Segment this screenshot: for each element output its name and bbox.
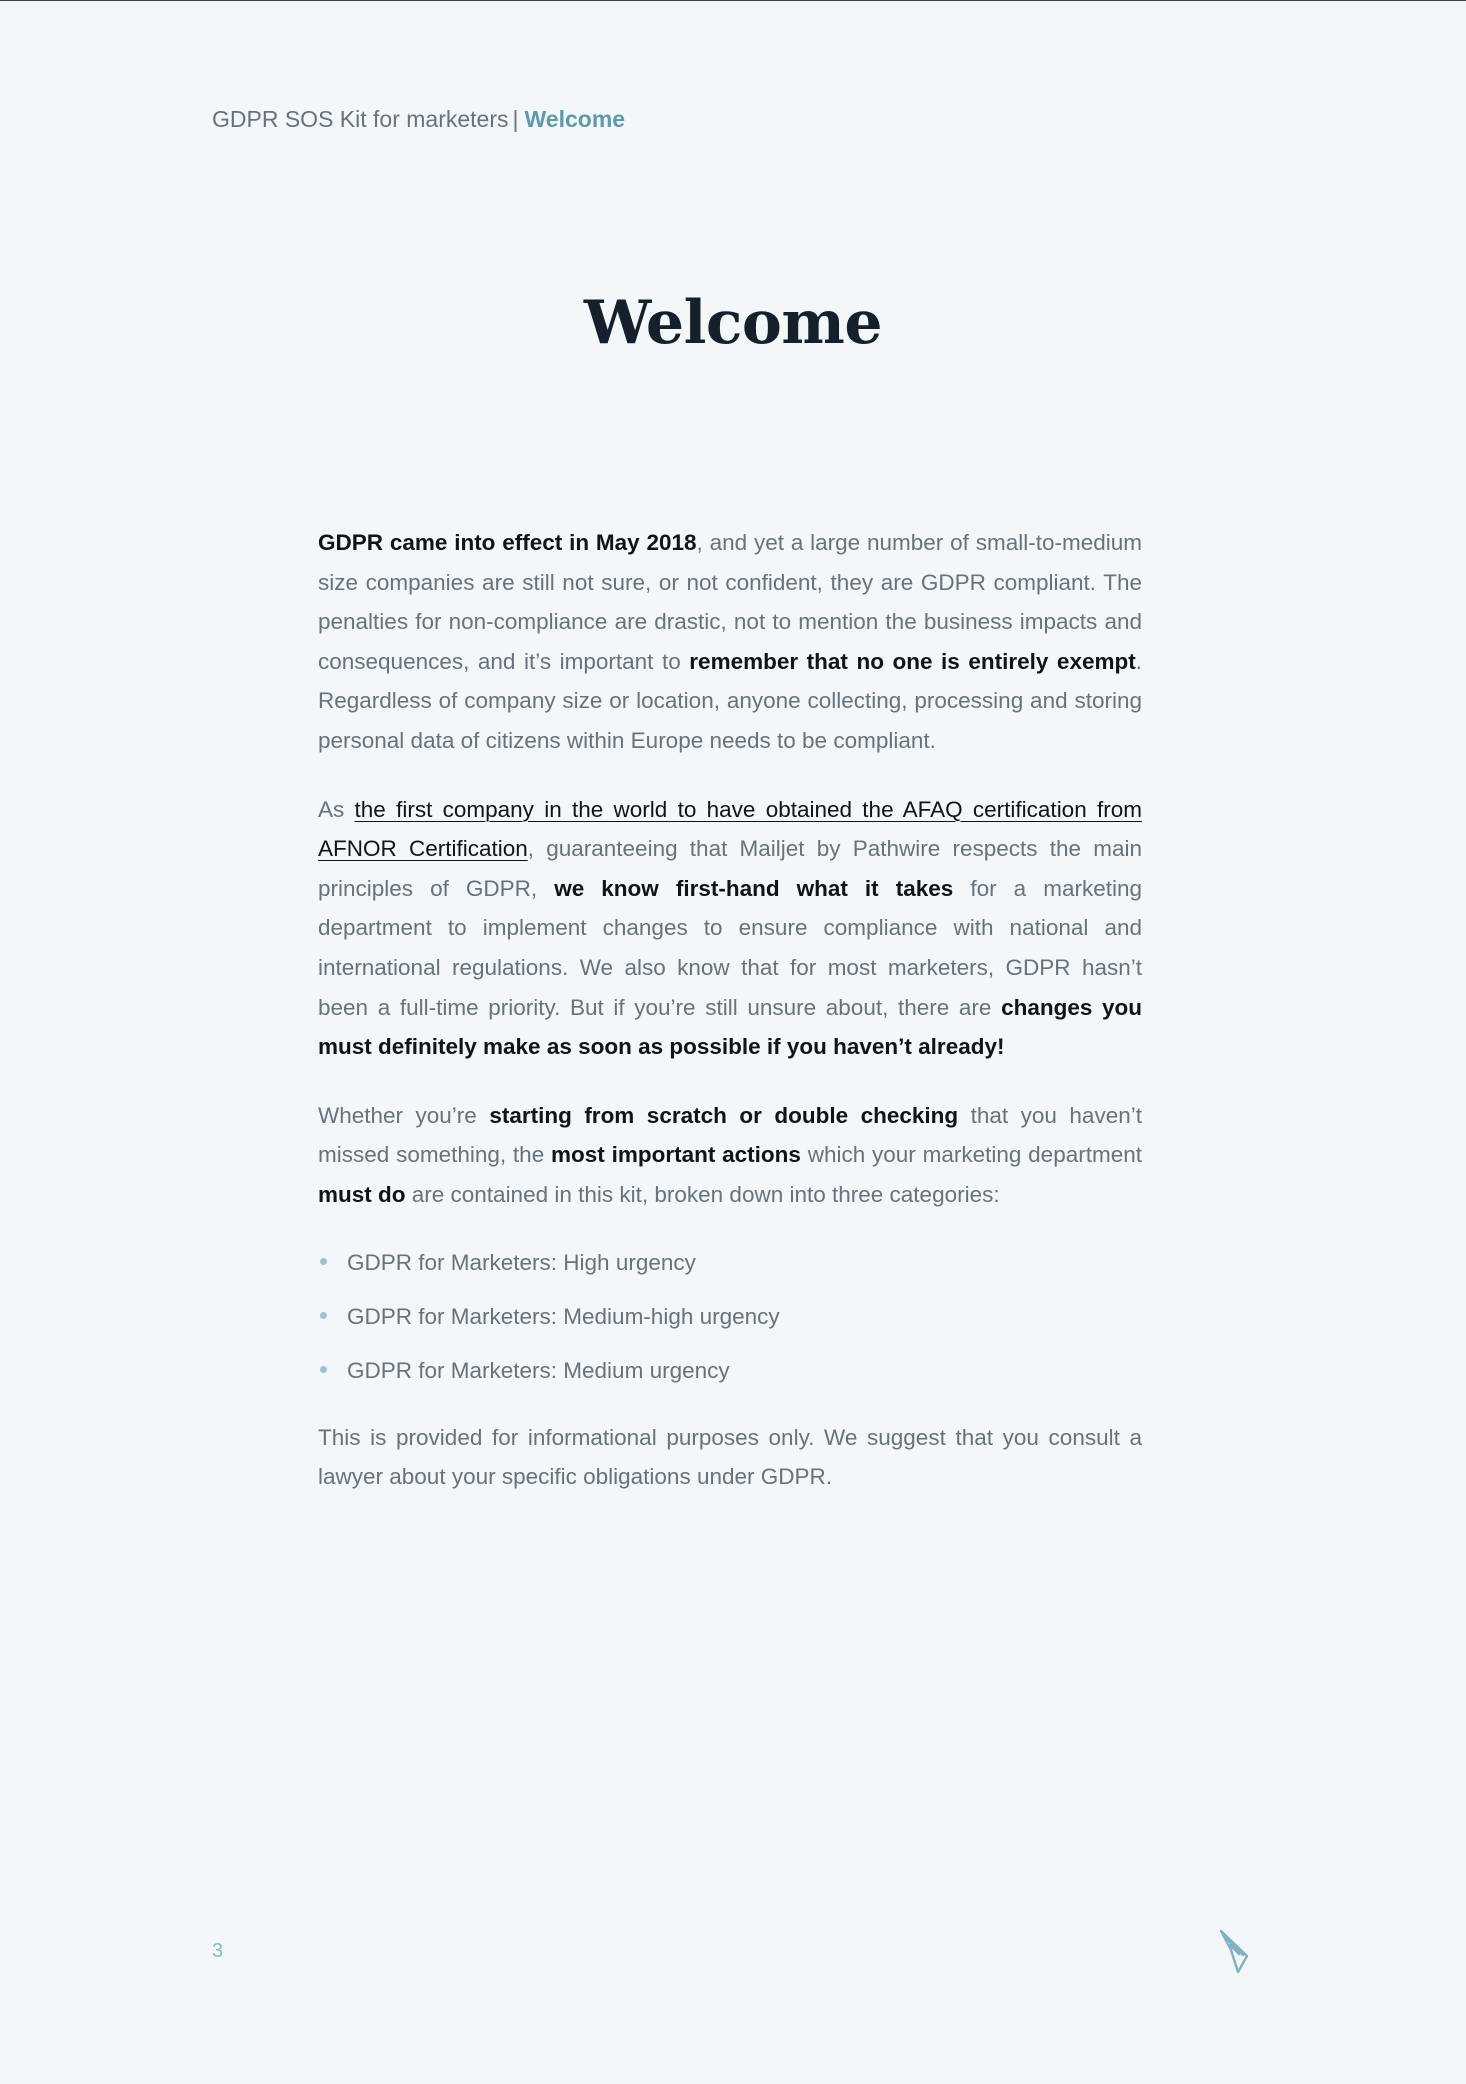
kit-contents-paragraph (318, 1096, 1142, 1215)
paragraph-text: , and yet a large number of small-to-medium size companies are still not sure, or not confident, they are GDPR compliant. The penalties for non-compliance are drastic, not to mention the business impacts and consequences, and it’s important to (318, 530, 1142, 674)
paragraph-text: As (318, 796, 355, 822)
emphasis: we know first-hand what it takes (554, 875, 954, 901)
urgency-list (318, 1236, 1142, 1398)
bullet-icon (320, 1312, 327, 1319)
list-item (318, 1236, 1142, 1290)
paragraph-text: Whether you’re (318, 1102, 490, 1128)
emphasis: GDPR came into effect in May 2018 (318, 530, 697, 555)
emphasis: remember that no one is entirely exempt (689, 648, 1136, 674)
mailjet-logo-icon (1216, 1928, 1254, 1974)
paragraph-text: are contained in this kit, broken down into three categories: (405, 1181, 1000, 1207)
bullet-icon (320, 1258, 327, 1265)
disclaimer-paragraph: This is provided for informational purposes only. We suggest that you consult a lawyer about your specific obligations under GDPR. (318, 1424, 1142, 1490)
emphasis: changes you must definitely make as soon as possible if you haven’t already! (318, 994, 1142, 1060)
header-separator: | (512, 106, 519, 132)
kit-title: GDPR SOS Kit for marketers (212, 106, 509, 132)
header-section: Welcome (524, 106, 626, 132)
paragraph-text: that you haven’t missed something, the (318, 1102, 1142, 1168)
list-item-label: GDPR for Marketers: High urgency (347, 1249, 696, 1275)
page-title: Welcome (583, 288, 883, 358)
paragraph-text: . Regardless of company size or location, anyone collecting, processing and storing personal data of citizens within Europe needs to be compliant. (318, 648, 1142, 753)
paragraph-text: for a marketing department to implement changes to ensure compliance with national and international regulations. We also know that for most marketers, GDPR hasn’t been a full-time priority. But if you’re still unsure about, there are (318, 875, 1142, 1020)
main-content (318, 523, 1142, 1526)
paragraph-text: , guaranteeing that Mailjet by Pathwire respects the main principles of GDPR, (318, 836, 1143, 901)
list-item-label: GDPR for Marketers: Medium urgency (347, 1357, 730, 1383)
bullet-icon (320, 1366, 327, 1373)
page-number: 3 (212, 1940, 224, 1962)
intro-paragraph (318, 523, 1142, 761)
afnor-certification-link[interactable]: the first company in the world to have obtained the AFAQ certification from AFNOR Certification (318, 796, 1142, 862)
top-rule (0, 0, 1466, 1)
emphasis: most important actions (551, 1142, 801, 1168)
list-item (318, 1344, 1142, 1398)
certification-paragraph (318, 790, 1142, 1067)
paragraph-text: which your marketing department (800, 1142, 1142, 1168)
list-item (318, 1290, 1142, 1344)
emphasis: starting from scratch or double checking (489, 1102, 959, 1128)
running-header (212, 106, 625, 133)
emphasis: must do (318, 1181, 406, 1207)
list-item-label: GDPR for Marketers: Medium-high urgency (347, 1303, 780, 1329)
